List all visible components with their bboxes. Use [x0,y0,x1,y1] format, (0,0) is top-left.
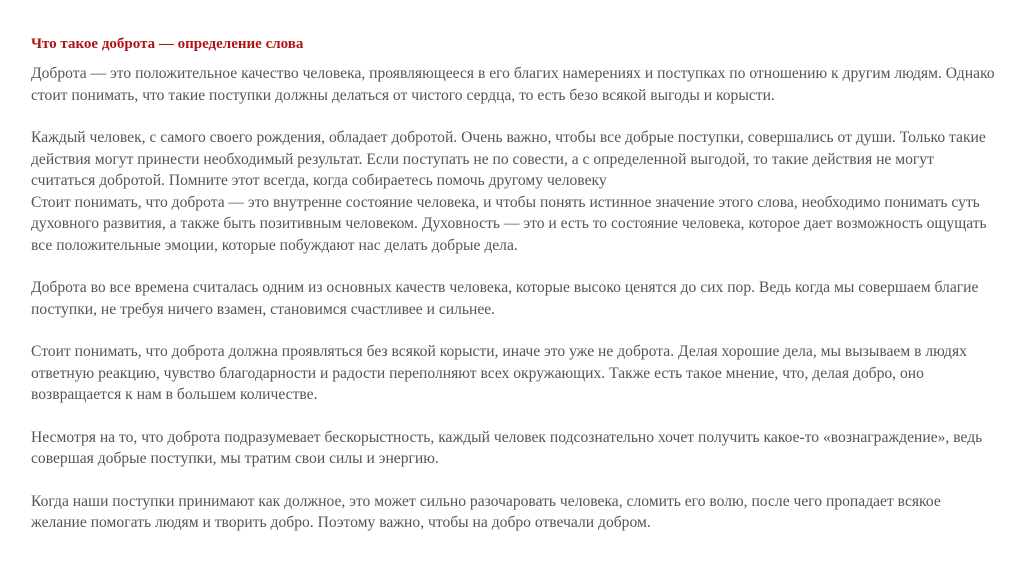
page-title: Что такое доброта — определение слова [31,36,304,52]
paragraph-gap [31,470,996,491]
paragraph-6: Несмотря на то, что доброта подразумевает бескорыстность, каждый человек подсознательно хочет получить какое-то «вознаграждение», ведь совершая добрые поступки, мы тратим свои силы и энергию. [31,428,983,467]
paragraph-4: Доброта во все времена считалась одним из основных качеств человека, которые высоко ценятся до сих пор. Ведь когда мы совершаем благие поступки, не требуя ничего взамен, становимся счастливее и сильнее. [31,279,979,318]
paragraph-gap [31,106,996,127]
document-body [31,63,996,534]
paragraph-5: Стоит понимать, что доброта должна проявляться без всякой корысти, иначе это уже не доброта. Делая хорошие дела, мы вызываем в людях ответную реакцию, чувство благодарности и радости переполняют всех окружающих. Также есть такое мнение, что, делая добро, оно возвращается к нам в большем количестве. [31,343,967,403]
paragraph-gap [31,256,996,277]
paragraph-gap [31,406,996,427]
paragraph-7: Когда наши поступки принимают как должное, это может сильно разочаровать человека, сломить его волю, после чего пропадает всякое желание помогать людям и творить добро. Поэтому важно, чтобы на добро отвечали добром. [31,492,941,531]
paragraph-3: Стоит понимать, что доброта — это внутренне состояние человека, и чтобы понять истинное значение этого слова, необходимо понимать суть духовного развития, а также быть позитивным человеком. Духовность — это и есть то состояние человека, которое дает возможность ощущать все положительные эмоции, которые побуждают нас делать добрые дела. [31,193,987,254]
paragraph-2: Каждый человек, с самого своего рождения, обладает добротой. Очень важно, чтобы все добрые поступки, совершались от души. Только такие действия могут принести необходимый результат. Если поступать не по совести, а с определенной выгодой, то такие действия не могут считаться добротой. Помните этот всегда, когда собираетесь помочь другому человеку [31,129,986,189]
paragraph-1: Доброта — это положительное качество человека, проявляющееся в его благих намерениях и поступках по отношению к другим людям. Однако стоит понимать, что такие поступки должны делаться от чистого сердца, то есть безо всякой выгоды и корысти. [31,65,995,104]
paragraph-gap [31,320,996,341]
